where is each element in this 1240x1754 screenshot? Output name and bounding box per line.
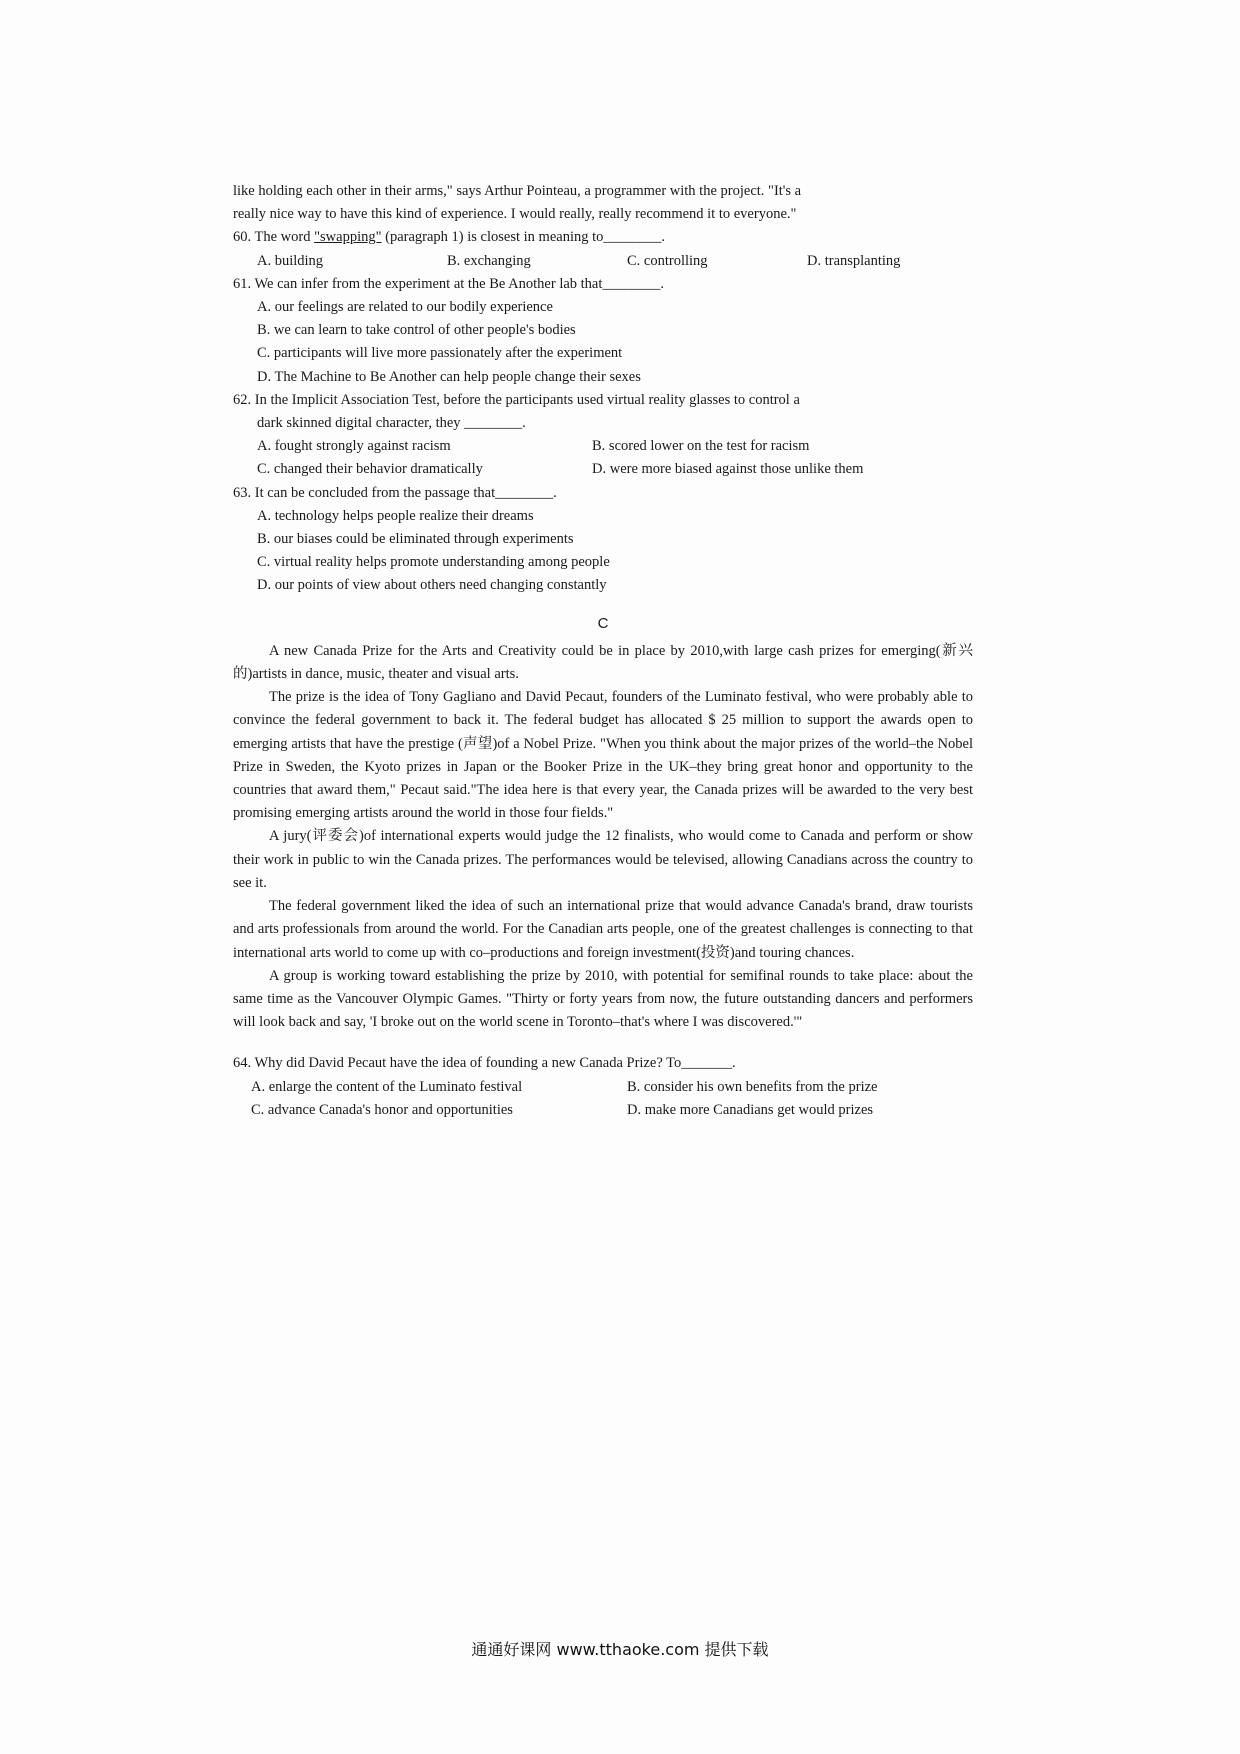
options-row — [233, 1099, 973, 1122]
question-stem: 63. It can be concluded from the passage that________. — [233, 484, 557, 501]
passage-line: like holding each other in their arms," says Arthur Pointeau, a programmer with the project. "It's a — [233, 183, 802, 199]
option-d: D. make more Canadians get would prizes — [627, 1101, 874, 1118]
section-heading: C — [597, 614, 609, 632]
question-63 — [233, 482, 973, 598]
stem-keyword: "swapping" — [314, 229, 382, 246]
option-b: B. exchanging — [447, 252, 531, 269]
passage-line: really nice way to have this kind of experience. I would really, really recommend it to everyone." — [233, 206, 797, 223]
stem-prefix: 60. The word — [233, 229, 315, 246]
option-a: A. our feelings are related to our bodily experience — [257, 299, 553, 316]
option-b: B. our biases could be eliminated through experiments — [257, 531, 574, 548]
option-a: A. fought strongly against racism — [257, 438, 451, 455]
option-d: D. The Machine to Be Another can help people change their sexes — [257, 368, 641, 385]
option-d: D. were more biased against those unlike them — [592, 461, 864, 478]
stem-suffix: (paragraph 1) is closest in meaning to________. — [381, 229, 666, 246]
page-footer: 通通好课网 www.tthaoke.com 提供下载 — [471, 1640, 769, 1659]
option-a: A. building — [257, 252, 324, 269]
options-row — [233, 1076, 973, 1099]
question-stem: 64. Why did David Pecaut have the idea of founding a new Canada Prize? To_______. — [233, 1055, 736, 1072]
question-stem-continued: dark skinned digital character, they ________. — [257, 415, 526, 432]
option-a: A. enlarge the content of the Luminato festival — [251, 1078, 523, 1095]
passage-paragraph: A jury(评委会)of international experts would judge the 12 finalists, who would come to Canada and perform or show their work in public to win the Canada prizes. The performances would be televised, allowing Canadians across the country to see it. — [233, 828, 973, 891]
question-stem: 61. We can infer from the experiment at the Be Another lab that________. — [233, 275, 665, 292]
option-d: D. transplanting — [807, 252, 901, 269]
spacer — [233, 1034, 973, 1052]
option-b: B. scored lower on the test for racism — [592, 438, 810, 455]
question-stem: 62. In the Implicit Association Test, before the participants used virtual reality glasses to control a — [233, 391, 800, 408]
options-row — [233, 435, 973, 458]
passage-paragraph: A new Canada Prize for the Arts and Creativity could be in place by 2010,with large cash prizes for emerging(新兴的)artists in dance, music, theater and visual arts. — [233, 642, 973, 683]
passage-paragraph: The federal government liked the idea of such an international prize that would advance Canada's brand, draw tourists and arts professionals from around the world. For the Canadian arts people, one of the greatest challenges is connecting to that international arts world to come up with co–productions and foreign investment(投资)and touring chances. — [233, 898, 973, 961]
question-stem — [233, 226, 973, 249]
option-b: B. consider his own benefits from the prize — [627, 1078, 878, 1095]
option-a: A. technology helps people realize their dreams — [257, 507, 534, 524]
option-c: C. virtual reality helps promote understanding among people — [257, 554, 610, 571]
question-64 — [233, 1052, 973, 1122]
passage-paragraph: The prize is the idea of Tony Gagliano and David Pecaut, founders of the Luminato festival, who were probably able to convince the federal government to back it. The federal budget has allocated $ 25 million to support the awards open to emerging artists that have the prestige (声望)of a Nobel Prize. "When you think about the major prizes of the world–the Nobel Prize in Sweden, the Kyoto prizes in Japan or the Booker Prize in the UK–they bring great honor and opportunity to the countries that award them," Pecaut said."The idea here is that every year, the Canada prizes will be awarded to the very best promising emerging artists around the world in those four fields." — [233, 689, 973, 822]
option-d: D. our points of view about others need changing constantly — [257, 577, 607, 594]
option-c: C. advance Canada's honor and opportunities — [251, 1101, 513, 1118]
question-62 — [233, 389, 973, 482]
options-row — [233, 250, 973, 273]
option-b: B. we can learn to take control of other people's bodies — [257, 322, 576, 339]
question-60 — [233, 226, 973, 272]
passage-paragraph: A group is working toward establishing the prize by 2010, with potential for semifinal rounds to take place: about the same time as the Vancouver Olympic Games. "Thirty or forty years from now, the future outstanding dancers and performers will look back and say, 'I broke out on the world scene in Toronto–that's where I was discovered.'" — [233, 967, 973, 1031]
passage-c — [233, 640, 973, 1034]
option-c: C. participants will live more passionately after the experiment — [257, 345, 623, 362]
option-c: C. changed their behavior dramatically — [257, 461, 483, 478]
options-row — [233, 458, 973, 481]
question-61 — [233, 273, 973, 389]
page-content — [233, 180, 973, 1122]
option-c: C. controlling — [627, 252, 708, 269]
